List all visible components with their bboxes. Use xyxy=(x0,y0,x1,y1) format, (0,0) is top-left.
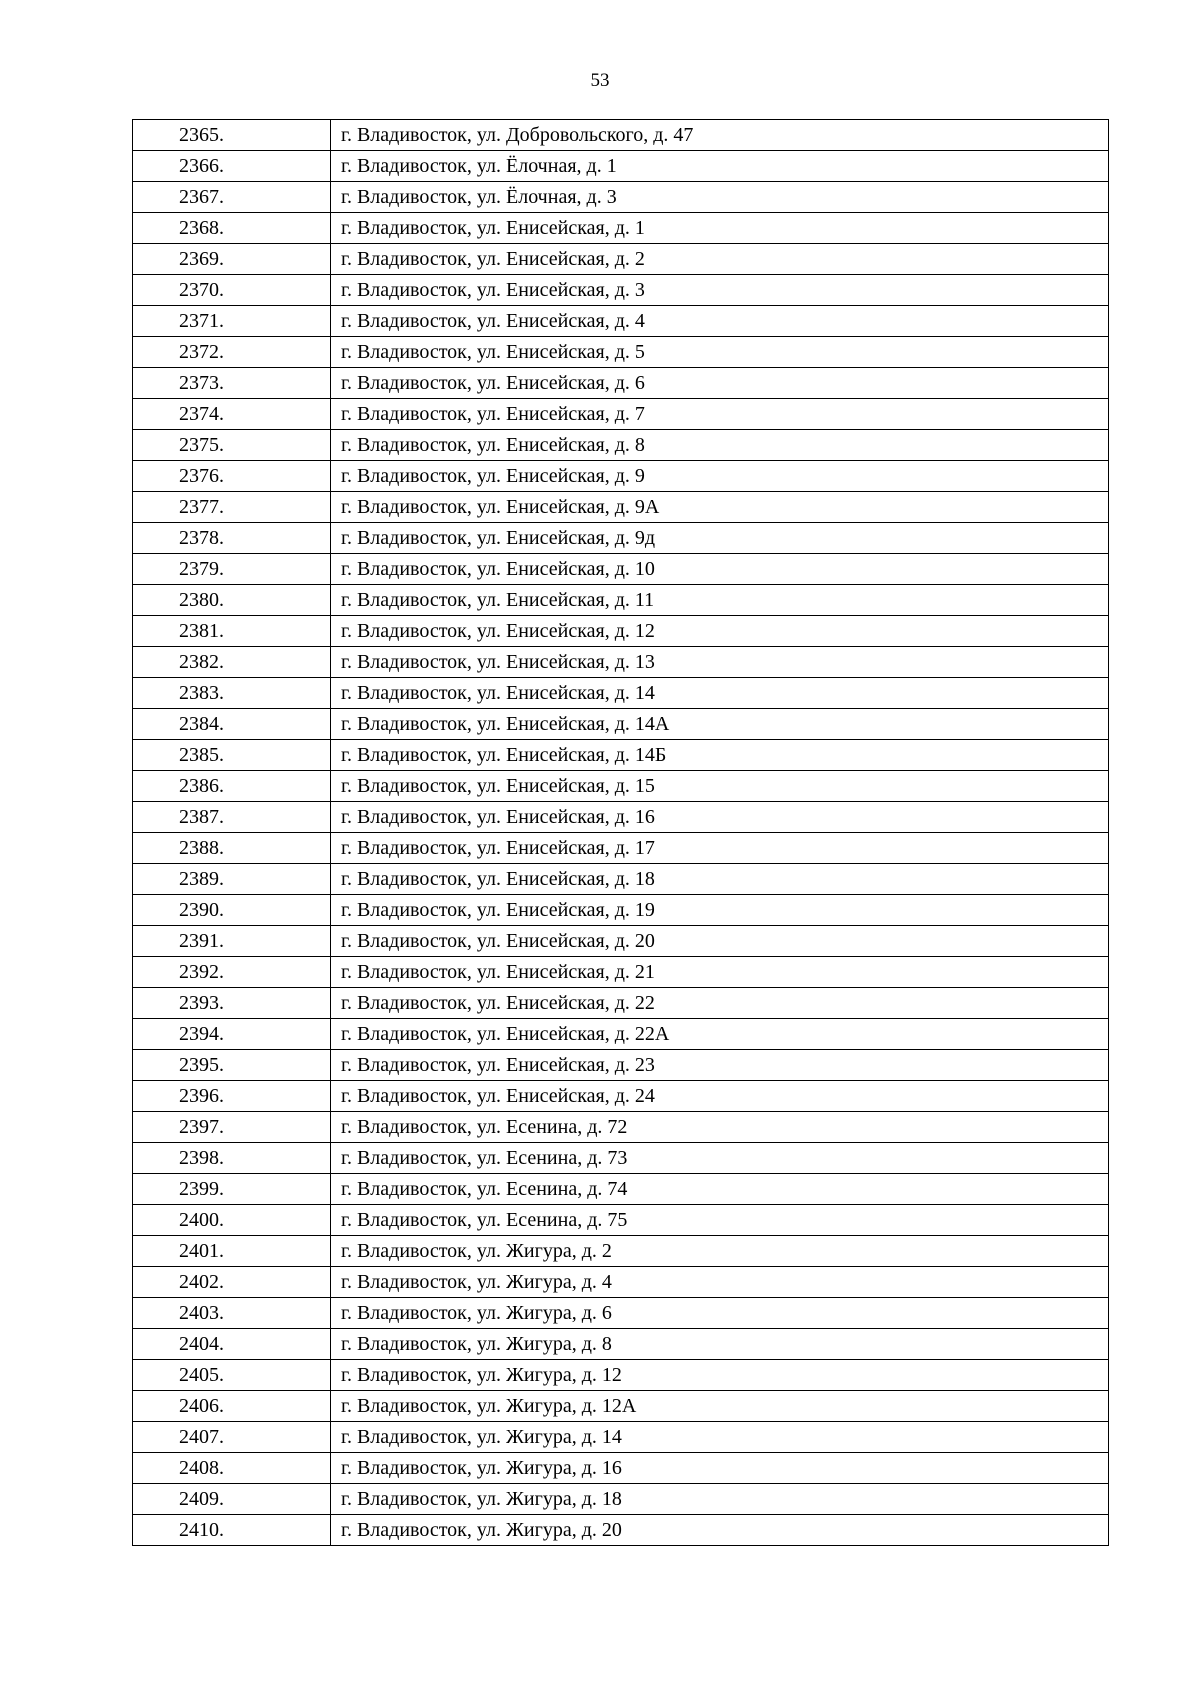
row-number-cell: 2388. xyxy=(133,833,331,864)
table-row xyxy=(133,957,1109,988)
row-number-cell: 2375. xyxy=(133,430,331,461)
address-cell: г. Владивосток, ул. Ёлочная, д. 1 xyxy=(331,151,1109,182)
table-row xyxy=(133,1019,1109,1050)
address-cell: г. Владивосток, ул. Есенина, д. 72 xyxy=(331,1112,1109,1143)
row-number-cell: 2402. xyxy=(133,1267,331,1298)
row-number-cell: 2387. xyxy=(133,802,331,833)
row-number-cell: 2389. xyxy=(133,864,331,895)
row-number-cell: 2406. xyxy=(133,1391,331,1422)
address-cell: г. Владивосток, ул. Енисейская, д. 18 xyxy=(331,864,1109,895)
address-cell: г. Владивосток, ул. Добровольского, д. 47 xyxy=(331,120,1109,151)
row-number-cell: 2382. xyxy=(133,647,331,678)
row-number-cell: 2373. xyxy=(133,368,331,399)
row-number-cell: 2405. xyxy=(133,1360,331,1391)
address-cell: г. Владивосток, ул. Енисейская, д. 6 xyxy=(331,368,1109,399)
table-row xyxy=(133,585,1109,616)
address-cell: г. Владивосток, ул. Есенина, д. 75 xyxy=(331,1205,1109,1236)
address-cell: г. Владивосток, ул. Енисейская, д. 22А xyxy=(331,1019,1109,1050)
address-cell: г. Владивосток, ул. Енисейская, д. 5 xyxy=(331,337,1109,368)
address-cell: г. Владивосток, ул. Енисейская, д. 3 xyxy=(331,275,1109,306)
table-row xyxy=(133,275,1109,306)
table-row xyxy=(133,1081,1109,1112)
row-number-cell: 2390. xyxy=(133,895,331,926)
row-number-cell: 2391. xyxy=(133,926,331,957)
row-number-cell: 2398. xyxy=(133,1143,331,1174)
address-cell: г. Владивосток, ул. Енисейская, д. 14Б xyxy=(331,740,1109,771)
table-row xyxy=(133,1391,1109,1422)
table-row xyxy=(133,1050,1109,1081)
table-row xyxy=(133,1453,1109,1484)
table-row xyxy=(133,1205,1109,1236)
table-row xyxy=(133,1360,1109,1391)
table-row xyxy=(133,1422,1109,1453)
address-cell: г. Владивосток, ул. Енисейская, д. 11 xyxy=(331,585,1109,616)
row-number-cell: 2393. xyxy=(133,988,331,1019)
address-cell: г. Владивосток, ул. Жигура, д. 16 xyxy=(331,1453,1109,1484)
address-cell: г. Владивосток, ул. Енисейская, д. 21 xyxy=(331,957,1109,988)
table-row xyxy=(133,1267,1109,1298)
address-cell: г. Владивосток, ул. Енисейская, д. 16 xyxy=(331,802,1109,833)
row-number-cell: 2365. xyxy=(133,120,331,151)
address-cell: г. Владивосток, ул. Енисейская, д. 13 xyxy=(331,647,1109,678)
address-cell: г. Владивосток, ул. Жигура, д. 8 xyxy=(331,1329,1109,1360)
table-row xyxy=(133,1174,1109,1205)
row-number-cell: 2379. xyxy=(133,554,331,585)
address-cell: г. Владивосток, ул. Енисейская, д. 10 xyxy=(331,554,1109,585)
address-cell: г. Владивосток, ул. Енисейская, д. 9А xyxy=(331,492,1109,523)
row-number-cell: 2403. xyxy=(133,1298,331,1329)
row-number-cell: 2376. xyxy=(133,461,331,492)
row-number-cell: 2372. xyxy=(133,337,331,368)
row-number-cell: 2392. xyxy=(133,957,331,988)
address-cell: г. Владивосток, ул. Енисейская, д. 8 xyxy=(331,430,1109,461)
table-row xyxy=(133,151,1109,182)
address-cell: г. Владивосток, ул. Жигура, д. 20 xyxy=(331,1515,1109,1546)
address-cell: г. Владивосток, ул. Енисейская, д. 14А xyxy=(331,709,1109,740)
row-number-cell: 2385. xyxy=(133,740,331,771)
table-row xyxy=(133,1329,1109,1360)
address-cell: г. Владивосток, ул. Енисейская, д. 23 xyxy=(331,1050,1109,1081)
row-number-cell: 2394. xyxy=(133,1019,331,1050)
table-row xyxy=(133,554,1109,585)
row-number-cell: 2396. xyxy=(133,1081,331,1112)
row-number-cell: 2386. xyxy=(133,771,331,802)
address-cell: г. Владивосток, ул. Жигура, д. 2 xyxy=(331,1236,1109,1267)
row-number-cell: 2380. xyxy=(133,585,331,616)
row-number-cell: 2377. xyxy=(133,492,331,523)
address-cell: г. Владивосток, ул. Жигура, д. 12А xyxy=(331,1391,1109,1422)
row-number-cell: 2366. xyxy=(133,151,331,182)
table-row xyxy=(133,399,1109,430)
row-number-cell: 2401. xyxy=(133,1236,331,1267)
table-row xyxy=(133,833,1109,864)
address-table xyxy=(132,119,1109,1546)
table-row xyxy=(133,523,1109,554)
table-row xyxy=(133,368,1109,399)
address-cell: г. Владивосток, ул. Жигура, д. 12 xyxy=(331,1360,1109,1391)
address-cell: г. Владивосток, ул. Енисейская, д. 4 xyxy=(331,306,1109,337)
address-cell: г. Владивосток, ул. Енисейская, д. 19 xyxy=(331,895,1109,926)
address-cell: г. Владивосток, ул. Енисейская, д. 1 xyxy=(331,213,1109,244)
table-row xyxy=(133,802,1109,833)
table-row xyxy=(133,616,1109,647)
table-row xyxy=(133,182,1109,213)
table-row xyxy=(133,647,1109,678)
address-cell: г. Владивосток, ул. Енисейская, д. 9 xyxy=(331,461,1109,492)
row-number-cell: 2399. xyxy=(133,1174,331,1205)
address-cell: г. Владивосток, ул. Енисейская, д. 17 xyxy=(331,833,1109,864)
table-row xyxy=(133,740,1109,771)
row-number-cell: 2381. xyxy=(133,616,331,647)
row-number-cell: 2374. xyxy=(133,399,331,430)
table-row xyxy=(133,1298,1109,1329)
row-number-cell: 2368. xyxy=(133,213,331,244)
address-cell: г. Владивосток, ул. Жигура, д. 4 xyxy=(331,1267,1109,1298)
row-number-cell: 2408. xyxy=(133,1453,331,1484)
address-cell: г. Владивосток, ул. Есенина, д. 73 xyxy=(331,1143,1109,1174)
address-cell: г. Владивосток, ул. Ёлочная, д. 3 xyxy=(331,182,1109,213)
row-number-cell: 2407. xyxy=(133,1422,331,1453)
table-row xyxy=(133,864,1109,895)
table-row xyxy=(133,1236,1109,1267)
table-row xyxy=(133,1484,1109,1515)
table-row xyxy=(133,771,1109,802)
address-cell: г. Владивосток, ул. Енисейская, д. 20 xyxy=(331,926,1109,957)
address-cell: г. Владивосток, ул. Енисейская, д. 24 xyxy=(331,1081,1109,1112)
address-cell: г. Владивосток, ул. Енисейская, д. 15 xyxy=(331,771,1109,802)
address-table-body xyxy=(133,120,1109,1546)
table-row xyxy=(133,678,1109,709)
row-number-cell: 2367. xyxy=(133,182,331,213)
row-number-cell: 2369. xyxy=(133,244,331,275)
address-cell: г. Владивосток, ул. Енисейская, д. 2 xyxy=(331,244,1109,275)
table-row xyxy=(133,213,1109,244)
table-row xyxy=(133,895,1109,926)
address-cell: г. Владивосток, ул. Жигура, д. 18 xyxy=(331,1484,1109,1515)
row-number-cell: 2397. xyxy=(133,1112,331,1143)
table-row xyxy=(133,1112,1109,1143)
row-number-cell: 2370. xyxy=(133,275,331,306)
address-cell: г. Владивосток, ул. Енисейская, д. 12 xyxy=(331,616,1109,647)
address-cell: г. Владивосток, ул. Жигура, д. 6 xyxy=(331,1298,1109,1329)
row-number-cell: 2371. xyxy=(133,306,331,337)
table-row xyxy=(133,244,1109,275)
row-number-cell: 2400. xyxy=(133,1205,331,1236)
row-number-cell: 2404. xyxy=(133,1329,331,1360)
table-row xyxy=(133,492,1109,523)
row-number-cell: 2410. xyxy=(133,1515,331,1546)
row-number-cell: 2384. xyxy=(133,709,331,740)
table-row xyxy=(133,306,1109,337)
address-cell: г. Владивосток, ул. Жигура, д. 14 xyxy=(331,1422,1109,1453)
page-number: 53 xyxy=(590,70,610,91)
table-row xyxy=(133,430,1109,461)
address-cell: г. Владивосток, ул. Енисейская, д. 7 xyxy=(331,399,1109,430)
row-number-cell: 2409. xyxy=(133,1484,331,1515)
table-row xyxy=(133,461,1109,492)
table-row xyxy=(133,1143,1109,1174)
row-number-cell: 2395. xyxy=(133,1050,331,1081)
table-row xyxy=(133,988,1109,1019)
table-row xyxy=(133,926,1109,957)
address-cell: г. Владивосток, ул. Енисейская, д. 14 xyxy=(331,678,1109,709)
row-number-cell: 2378. xyxy=(133,523,331,554)
table-row xyxy=(133,1515,1109,1546)
table-row xyxy=(133,709,1109,740)
address-cell: г. Владивосток, ул. Енисейская, д. 9д xyxy=(331,523,1109,554)
table-row xyxy=(133,120,1109,151)
table-row xyxy=(133,337,1109,368)
address-cell: г. Владивосток, ул. Есенина, д. 74 xyxy=(331,1174,1109,1205)
row-number-cell: 2383. xyxy=(133,678,331,709)
address-cell: г. Владивосток, ул. Енисейская, д. 22 xyxy=(331,988,1109,1019)
